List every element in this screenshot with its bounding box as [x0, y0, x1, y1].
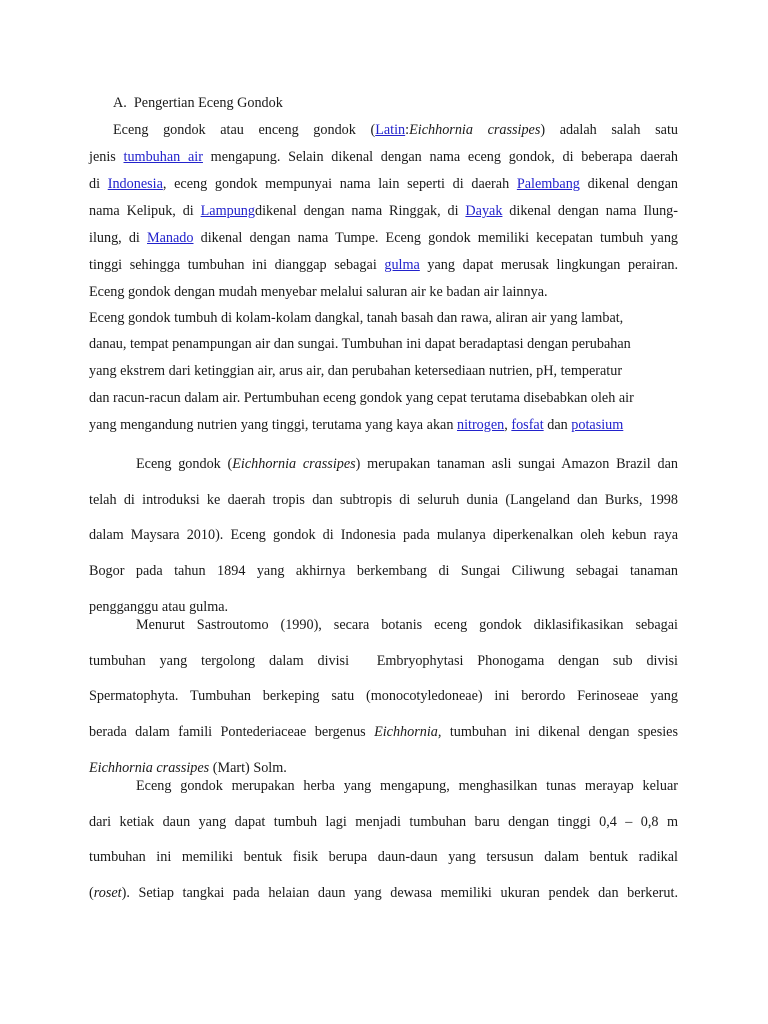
link-tumbuhan-air[interactable]: tumbuhan air [123, 149, 203, 165]
p2-line-2: danau, tempat penampungan air dan sungai. Tumbuhan ini dapat beradaptasi dengan perubahan [89, 336, 631, 352]
link-potasium[interactable]: potasium [571, 417, 624, 433]
heading-letter: A. [113, 95, 127, 111]
p4-line-5: Eichhornia crassipes (Mart) Solm. [89, 760, 287, 776]
p3-line-2: telah di introduksi ke daerah tropis dan subtropis di seluruh dunia (Langeland dan Burks, 1998 [89, 492, 678, 508]
p5-line-4: (roset). Setiap tangkai pada helaian daun yang dewasa memiliki ukuran pendek dan berkerut. [89, 885, 678, 901]
link-palembang[interactable]: Palembang [516, 176, 580, 192]
link-latin[interactable]: Latin [375, 122, 406, 138]
p5-line-3: tumbuhan ini memiliki bentuk fisik berupa daun-daun yang tersusun dalam bentuk radikal [89, 849, 678, 865]
section-heading [113, 94, 702, 112]
p1-line-4: nama Kelipuk, di Lampungdikenal dengan nama Ringgak, di Dayak dikenal dengan nama Ilung- [89, 203, 679, 219]
link-indonesia[interactable]: Indonesia [107, 176, 163, 192]
p1-line-2: jenis tumbuhan air mengapung. Selain dikenal dengan nama eceng gondok, di beberapa daerah [89, 149, 679, 165]
p5-line-2: dari ketiak daun yang dapat tumbuh lagi menjadi tumbuhan baru dengan tinggi 0,4 – 0,8 m [89, 814, 678, 830]
heading-title: Pengertian Eceng Gondok [133, 95, 283, 111]
link-fosfat[interactable]: fosfat [511, 417, 544, 433]
link-nitrogen[interactable]: nitrogen [456, 417, 505, 433]
link-dayak[interactable]: Dayak [465, 203, 503, 219]
link-gulma[interactable]: gulma [384, 257, 420, 273]
p1-line-6: tinggi sehingga tumbuhan ini dianggap sebagai gulma yang dapat merusak lingkungan perairan. [89, 257, 679, 273]
p1-line-5: ilung, di Manado dikenal dengan nama Tumpe. Eceng gondok memiliki kecepatan tumbuh yang [89, 230, 679, 246]
p4-line-3: Spermatophyta. Tumbuhan berkeping satu (monocotyledoneae) ini berordo Ferinoseae yang [89, 688, 678, 704]
p1-line-1: Eceng gondok atau enceng gondok (Latin:Eichhornia crassipes) adalah salah satu [113, 122, 678, 138]
p5-line-1: Eceng gondok merupakan herba yang mengapung, menghasilkan tunas merayap keluar [136, 778, 678, 794]
p3-line-5: pengganggu atau gulma. [89, 599, 229, 615]
p3-line-3: dalam Maysara 2010). Eceng gondok di Indonesia pada mulanya diperkenalkan oleh kebun raya [89, 527, 678, 543]
p4-line-4: berada dalam famili Pontederiaceae bergenus Eichhornia, tumbuhan ini dikenal dengan spesies [89, 724, 678, 740]
p2-line-5: yang mengandung nutrien yang tinggi, terutama yang kaya akan nitrogen, fosfat dan potasium [89, 417, 624, 433]
p3-line-1: Eceng gondok (Eichhornia crassipes) merupakan tanaman asli sungai Amazon Brazil dan [136, 456, 678, 472]
p3-line-4: Bogor pada tahun 1894 yang akhirnya berkembang di Sungai Ciliwung sebagai tanaman [89, 563, 678, 579]
p2-line-3: yang ekstrem dari ketinggian air, arus air, dan perubahan ketersediaan nutrien, pH, temperatur [89, 363, 623, 379]
link-manado[interactable]: Manado [147, 230, 194, 246]
p1-line-3: di Indonesia, eceng gondok mempunyai nama lain seperti di daerah Palembang dikenal dengan [89, 176, 678, 192]
p2-line-1: Eceng gondok tumbuh di kolam-kolam dangkal, tanah basah dan rawa, aliran air yang lambat, [89, 310, 624, 326]
p4-line-1: Menurut Sastroutomo (1990), secara botanis eceng gondok diklasifikasikan sebagai [136, 617, 678, 633]
p2-line-4: dan racun-racun dalam air. Pertumbuhan eceng gondok yang cepat terutama disebabkan oleh air [89, 390, 634, 406]
p1-line-7: Eceng gondok dengan mudah menyebar melalui saluran air ke badan air lainnya. [89, 284, 548, 300]
p4-line-2: tumbuhan yang tergolong dalam divisi Embryophytasi Phonogama dengan sub divisi [89, 653, 678, 669]
link-lampung[interactable]: Lampung [200, 203, 255, 219]
